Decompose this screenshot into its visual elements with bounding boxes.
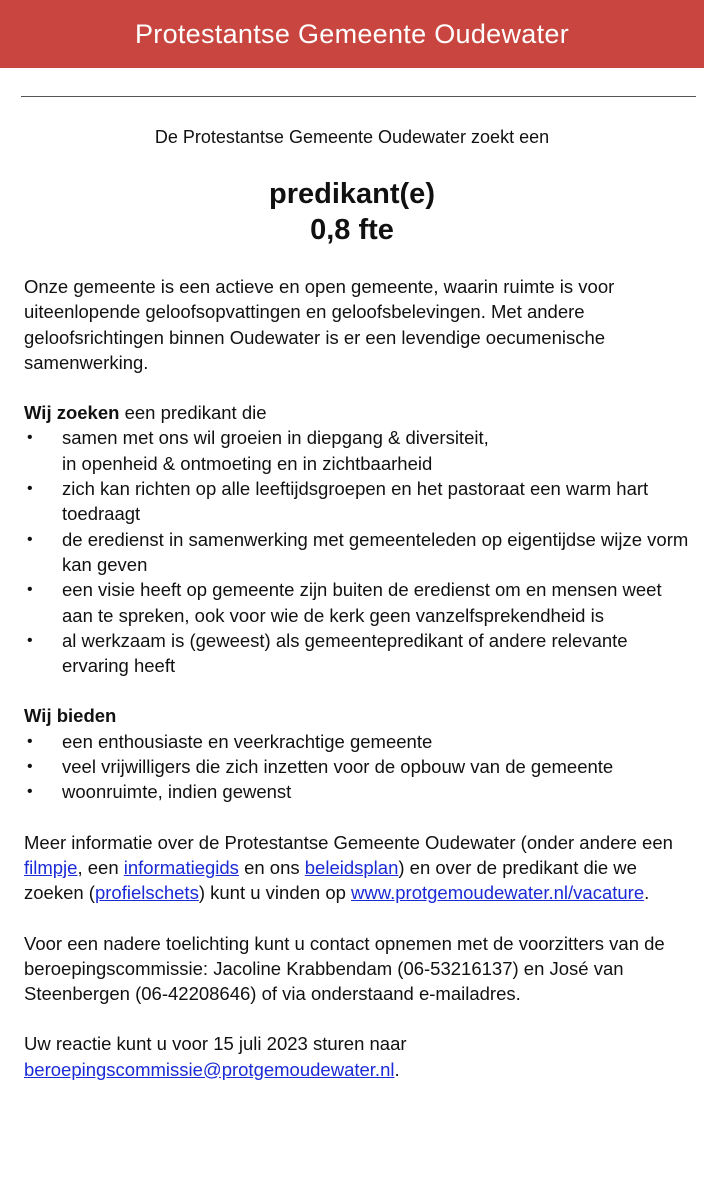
info-text: ) kunt u vinden op — [198, 882, 352, 904]
banner-title: Protestantse Gemeente Oudewater — [134, 19, 570, 49]
info-text: , een — [77, 856, 124, 878]
seek-label — [24, 400, 689, 425]
vacancy-heading — [0, 176, 704, 248]
info-text: ) en over de predikant die we zoeken ( — [24, 856, 637, 904]
offer-label — [24, 703, 689, 728]
link-filmpje[interactable]: filmpje — [24, 856, 78, 878]
info-text: Meer informatie over de Protestantse Gemeente Oudewater (onder andere een — [24, 831, 673, 853]
bullet-icon: • — [27, 732, 33, 750]
list-item-text: zich kan richten op alle leeftijdsgroepen en het pastoraat een warm hart toedraagt — [62, 478, 649, 525]
list-item — [24, 476, 689, 527]
link-profielschets[interactable]: profielschets — [94, 882, 199, 904]
list-item — [24, 729, 689, 754]
list-item — [24, 754, 689, 779]
list-item-text: al werkzaam is (geweest) als gemeentepredikant of andere relevante ervaring heeft — [62, 629, 628, 677]
bullet-icon: • — [27, 429, 33, 447]
reply-text: Uw reactie kunt u voor 15 juli 2023 sturen naar — [24, 1033, 407, 1055]
vacancy-fte: 0,8 fte — [310, 214, 394, 246]
seek-label-rest: een predikant die — [119, 402, 267, 424]
reply-paragraph — [24, 1031, 689, 1082]
main-content — [24, 274, 689, 1082]
info-text: . — [644, 882, 650, 904]
bullet-icon: • — [27, 758, 33, 776]
seek-label-bold: Wij zoeken — [24, 402, 120, 424]
list-item-text: een enthousiaste en veerkrachtige gemeente — [62, 730, 433, 752]
list-item-text: samen met ons wil groeien in diepgang & diversiteit, — [62, 427, 489, 449]
list-item — [24, 628, 689, 679]
horizontal-divider — [21, 96, 696, 97]
bullet-icon: • — [27, 631, 33, 649]
bullet-icon: • — [27, 581, 33, 599]
link-informatiegids[interactable]: informatiegids — [123, 856, 239, 878]
intro-line: De Protestantse Gemeente Oudewater zoekt een — [154, 127, 550, 147]
banner — [0, 0, 704, 68]
list-item — [24, 577, 689, 628]
bullet-icon: • — [27, 480, 33, 498]
bullet-icon: • — [27, 530, 33, 548]
contact-paragraph: Voor een nadere toelichting kunt u contact opnemen met de voorzitters van de beroepingscommissie: Jacoline Krabbendam (06-53216137) en José van Steenbergen (06-42208646) of via onderstaand e-mailadres. — [24, 932, 665, 1005]
list-item-text: veel vrijwilligers die zich inzetten voor de opbouw van de gemeente — [62, 756, 614, 778]
list-item-text: woonruimte, indien gewenst — [62, 781, 292, 803]
offer-list — [24, 729, 689, 805]
list-item-text: een visie heeft op gemeente zijn buiten de eredienst om en mensen weet aan te spreken, ook voor wie de kerk geen vanzelfsprekendheid is — [62, 579, 662, 626]
info-text: en ons — [238, 856, 305, 878]
list-item — [24, 779, 689, 804]
bullet-icon: • — [27, 783, 33, 801]
list-item-text: de eredienst in samenwerking met gemeenteleden op eigentijdse wijze vorm kan geven — [62, 528, 689, 575]
reply-end: . — [394, 1058, 400, 1080]
list-item — [24, 425, 689, 476]
link-beleidsplan[interactable]: beleidsplan — [304, 856, 399, 878]
intro-paragraph: Onze gemeente is een actieve en open gemeente, waarin ruimte is voor uiteenlopende geloofsopvattingen en geloofsbelevingen. Met andere geloofsrichtingen binnen Oudewater is er een levendige oecumenische samenwerking. — [24, 276, 615, 373]
offer-label-bold: Wij bieden — [24, 705, 117, 727]
vacancy-title: predikant(e) — [269, 178, 435, 210]
link-vacature-url[interactable]: www.protgemoudewater.nl/vacature — [351, 882, 645, 904]
info-paragraph — [24, 830, 689, 906]
seek-list — [24, 425, 689, 678]
email-link[interactable]: beroepingscommissie@protgemoudewater.nl — [24, 1058, 395, 1080]
list-item-text: in openheid & ontmoeting en in zichtbaarheid — [62, 452, 433, 474]
list-item — [24, 527, 689, 578]
